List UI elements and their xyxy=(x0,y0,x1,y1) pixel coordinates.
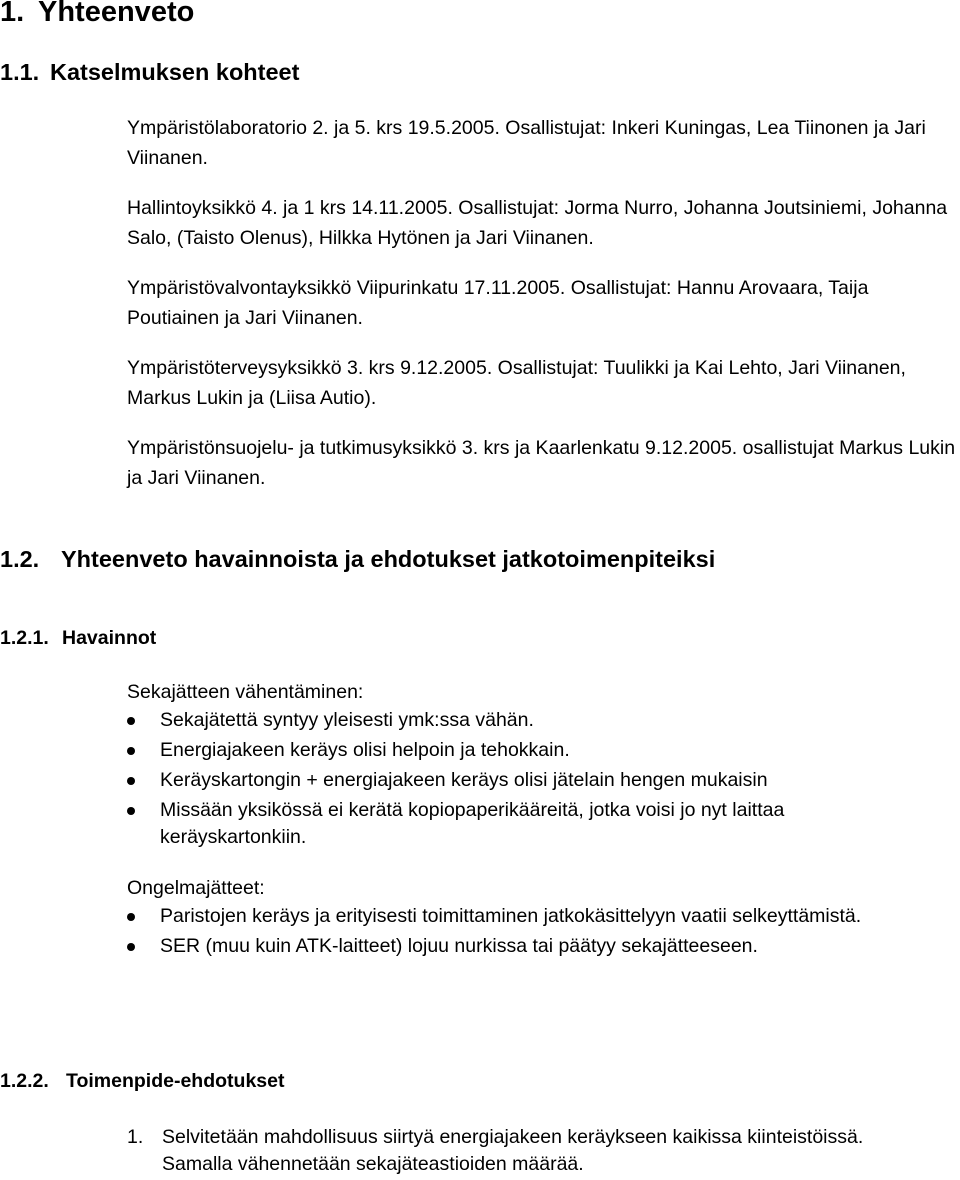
group-label-sekajate: Sekajätteen vähentäminen: xyxy=(127,681,364,703)
heading-title: Havainnot xyxy=(62,627,157,649)
bullet-icon xyxy=(127,943,135,951)
heading-number: 1. xyxy=(0,0,25,28)
heading-title: Yhteenveto xyxy=(38,0,195,28)
bullet-list-sekajate xyxy=(0,707,960,854)
heading-title: Katselmuksen kohteet xyxy=(50,59,300,85)
bullet-icon xyxy=(127,717,135,725)
list-item xyxy=(0,903,960,930)
bullet-list-ongelmajate xyxy=(0,903,960,963)
list-item-text: Energiajakeen keräys olisi helpoin ja tehokkain. xyxy=(160,739,570,761)
list-item-text: Missään yksikössä ei kerätä kopiopaperikääreitä, jotka voisi jo nyt laittaa keräyskartonkiin. xyxy=(160,799,785,848)
action-list xyxy=(0,1124,960,1178)
visit-paragraph: Ympäristöterveysyksikkö 3. krs 9.12.2005. Osallistujat: Tuulikki ja Kai Lehto, Jari Viinanen, Markus Lukin ja (Liisa Autio). xyxy=(127,357,906,409)
list-item xyxy=(0,707,960,734)
bullet-icon xyxy=(127,777,135,785)
heading-yhteenveto-havainnoista xyxy=(0,543,715,575)
heading-number: 1.2.2. xyxy=(0,1070,49,1092)
list-item xyxy=(0,767,960,794)
heading-yhteenveto xyxy=(0,0,194,32)
list-item xyxy=(0,797,960,851)
heading-havainnot xyxy=(0,624,156,652)
list-item xyxy=(0,933,960,960)
heading-title: Yhteenveto havainnoista ja ehdotukset jatkotoimenpiteiksi xyxy=(61,546,716,572)
bullet-icon xyxy=(127,913,135,921)
list-item xyxy=(0,737,960,764)
group-label-ongelmajate: Ongelmajätteet: xyxy=(127,877,265,899)
bullet-icon xyxy=(127,807,135,815)
heading-katselmuksen-kohteet xyxy=(0,56,299,88)
list-item-text: Selvitetään mahdollisuus siirtyä energiajakeen keräykseen kaikissa kiinteistöissä. Samalla vähennetään sekajäteastioiden määrää. xyxy=(162,1126,864,1175)
list-item xyxy=(0,1124,960,1178)
heading-toimenpide-ehdotukset xyxy=(0,1067,284,1095)
bullet-icon xyxy=(127,747,135,755)
list-item-number: 1. xyxy=(127,1126,144,1148)
visit-paragraph: Ympäristölaboratorio 2. ja 5. krs 19.5.2005. Osallistujat: Inkeri Kuningas, Lea Tiinonen ja Jari Viinanen. xyxy=(127,117,926,169)
heading-title: Toimenpide-ehdotukset xyxy=(66,1070,285,1092)
heading-number: 1.1. xyxy=(0,59,40,85)
visit-paragraph: Ympäristövalvontayksikkö Viipurinkatu 17.11.2005. Osallistujat: Hannu Arovaara, Taija Poutiainen ja Jari Viinanen. xyxy=(127,277,869,329)
list-item-text: Paristojen keräys ja erityisesti toimittaminen jatkokäsittelyyn vaatii selkeyttämistä. xyxy=(160,905,862,927)
visit-paragraph: Hallintoyksikkö 4. ja 1 krs 14.11.2005. Osallistujat: Jorma Nurro, Johanna Joutsiniemi, Johanna Salo, (Taisto Olenus), Hilkka Hytönen ja Jari Viinanen. xyxy=(127,197,948,249)
heading-number: 1.2. xyxy=(0,546,40,572)
visit-paragraph: Ympäristönsuojelu- ja tutkimusyksikkö 3. krs ja Kaarlenkatu 9.12.2005. osallistujat Markus Lukin ja Jari Viinanen. xyxy=(127,437,956,489)
list-item-text: Sekajätettä syntyy yleisesti ymk:ssa vähän. xyxy=(160,709,534,731)
list-item-text: Keräyskartongin + energiajakeen keräys olisi jätelain hengen mukaisin xyxy=(160,769,768,791)
heading-number: 1.2.1. xyxy=(0,627,49,649)
list-item-text: SER (muu kuin ATK-laitteet) lojuu nurkissa tai päätyy sekajätteeseen. xyxy=(160,935,758,957)
